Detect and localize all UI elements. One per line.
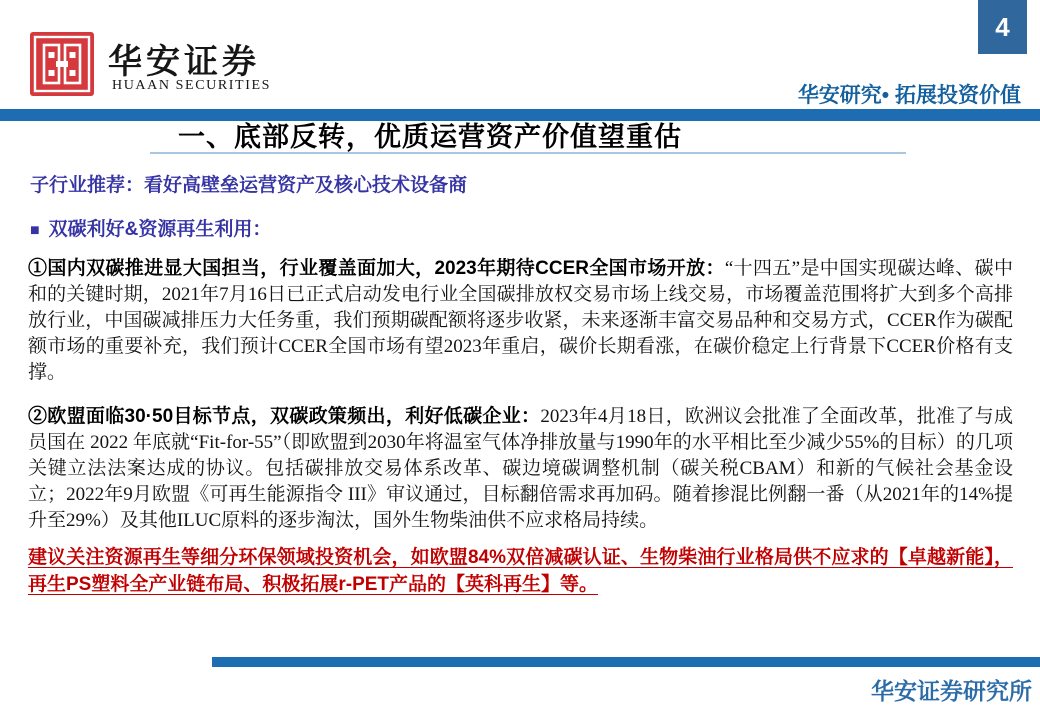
section-heading-text: 双碳利好&资源再生利用： [48, 219, 272, 240]
square-bullet-icon: ■ [30, 222, 40, 239]
footer-divider-bar [212, 657, 1040, 667]
brand-name-zh: 华安证券 [108, 44, 260, 81]
paragraph-2-lead: ②欧盟面临30·50目标节点，双碳政策频出，利好低碳企业： [28, 406, 541, 427]
page-number: 4 [995, 11, 1010, 42]
title-underline [150, 152, 906, 154]
paragraph-2-body: 2023年4月18日，欧洲议会批准了全面改革，批准了与成员国在 2022 年底就“Fit-for-55”（即欧盟到2030年将温室气体净排放量与1990年的水平相比至少减少55%的目标）的几项关键立法法案达成的协议。包括碳排放交易体系改革、碳边境碳调整机制（碳关税CBAM）和新的气候社会基金设立；2022年9月欧盟《可再生能源指令 III》审议通过，目标翻倍需求再加码。随着掺混比例翻一番（从2021年的14%提升至29%）及其他ILUC原料的逐步淘汰，国外生物柴油供不应求格局持续。 [28, 406, 1013, 531]
brand-name-en: HUAAN SECURITIES [112, 78, 271, 93]
paragraph-domestic-ccer [28, 256, 1013, 386]
footer-label: 华安证券研究所 [871, 678, 1032, 704]
slide-title: 一、底部反转，优质运营资产价值望重估 [178, 122, 682, 152]
highlight-recommendation: 建议关注资源再生等细分环保领域投资机会，如欧盟84%双倍减碳认证、生物柴油行业格局供不应求的【卓越新能】，再生PS塑料全产业链布局、积极拓展r-PET产品的【英科再生】等。 [28, 547, 1013, 595]
paragraph-1-lead: ①国内双碳推进显大国担当，行业覆盖面加大，2023年期待CCER全国市场开放： [28, 258, 725, 279]
slogan: 华安研究• 拓展投资价值 [797, 84, 1021, 107]
page-number-badge [978, 0, 1027, 54]
subtitle: 子行业推荐：看好高壁垒运营资产及核心技术设备商 [30, 175, 468, 196]
paragraph-eu-policy [28, 404, 1013, 534]
paragraph-1-body: “十四五”是中国实现碳达峰、碳中和的关键时期，2021年7月16日已正式启动发电行业全国碳排放权交易市场上线交易，市场覆盖范围将扩大到多个高排放行业，中国碳减排压力大任务重，我们预期碳配额将逐步收紧，未来逐渐丰富交易品种和交易方式，CCER作为碳配额市场的重要补充，我们预计CCER全国市场有望2023年重启，碳价长期看涨，在碳价稳定上行背景下CCER价格有支撑。 [28, 258, 1013, 383]
header-divider-bar [0, 109, 1040, 121]
section-heading [30, 214, 271, 241]
huaan-seal-icon [30, 32, 94, 96]
